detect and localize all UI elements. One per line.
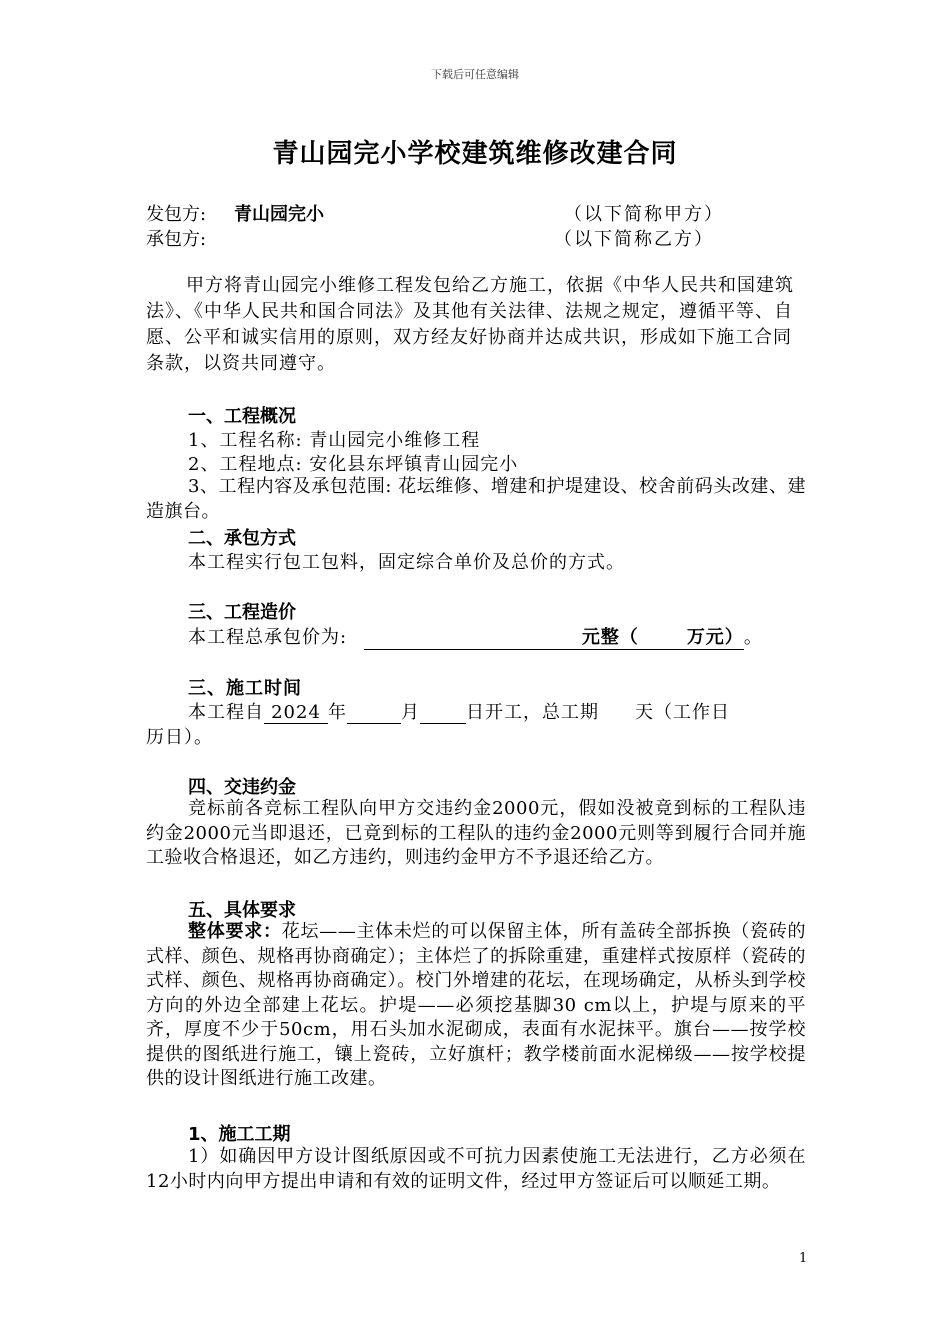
contract-price-line	[188, 623, 763, 650]
section-7-heading: 1、施工工期	[188, 1124, 291, 1145]
section-3-heading: 三、工程造价	[188, 602, 296, 623]
requirements-lead: 整体要求：	[188, 921, 282, 942]
price-end: 。	[743, 627, 763, 648]
schedule-suffix: 日开工，总工期	[466, 702, 599, 723]
section-2-heading: 二、承包方式	[188, 528, 296, 549]
intro-paragraph: 甲方将青山园完小维修工程发包给乙方施工，依据《中华人民共和国建筑法》、《中华人民共和国合同法》及其他有关法律、法规之规定，遵循平等、自愿、公平和诚实信用的原则，双方经友好协商并达成共识，形成如下施工合同条款，以资共同遵守。	[146, 275, 794, 374]
schedule-yue: 月	[401, 702, 420, 723]
schedule-tian: 天（工作日	[635, 702, 730, 723]
day-blank	[420, 702, 466, 724]
contract-title: 青山园完小学校建筑维修改建合同	[272, 139, 678, 169]
contract-method: 本工程实行包工包料，固定综合单价及总价的方式。	[188, 552, 625, 573]
requirements-paragraph	[146, 920, 806, 1092]
month-blank	[347, 702, 401, 724]
price-yuan: 元整（	[581, 627, 639, 648]
schedule-nian: 年	[328, 702, 347, 723]
contractor-note: （以下简称乙方）	[554, 229, 714, 250]
section-5-heading: 四、交违约金	[188, 777, 296, 798]
schedule-cont: 历日）。	[146, 727, 213, 748]
section-6-heading: 五、具体要求	[188, 900, 296, 921]
project-name: 1、工程名称: 青山园完小维修工程	[188, 430, 481, 451]
deposit-paragraph: 竞标前各竞标工程队向甲方交违约金2000元，假如没被竟到标的工程队违约金2000元当即退还，已竟到标的工程队的违约金2000元则等到履行合同并施工验收合格退还，如乙方违约，则违约金甲方不予退还给乙方。	[146, 798, 806, 868]
project-scope: 3、工程内容及承包范围: 花坛维修、增建和护堤建设、校舍前码头改建、建造旗台。	[146, 476, 806, 522]
employer-note: （以下简称甲方）	[564, 204, 724, 225]
schedule-line	[188, 698, 730, 724]
employer-value: 青山园完小	[234, 204, 324, 225]
page-number: 1	[799, 1251, 808, 1266]
section-4-heading	[188, 674, 302, 700]
contractor-row	[146, 225, 826, 251]
price-prefix: 本工程总承包价为:	[188, 627, 348, 648]
requirements-text: 花坛——主体未烂的可以保留主体，所有盖砖全部拆换（瓷砖的式样、颜色、规格再协商确定）；主体烂了的拆除重建，重建样式按原样（瓷砖的式样、颜色、规格再协商确定）。校门外增建的花坛，在现场确定，从桥头到学校方向的外边全部建上花坛。护堤——必须挖基脚30 cm以上，护堤与原来的平齐，厚度不少于50cm，用石头加水泥砌成，表面有水泥抹平。旗台——按学校提供的图纸进行施工，镶上瓷砖，立好旗杆；教学楼前面水泥梯级——按学校提供的设计图纸进行施工改建。	[146, 921, 807, 1089]
employer-row	[146, 200, 826, 226]
delay-paragraph: 1）如确因甲方设计图纸原因或不可抗力因素使施工无法进行，乙方必须在12小时内向甲方提出申请和有效的证明文件，经过甲方签证后可以顺延工期。	[146, 1146, 806, 1192]
project-location: 2、工程地点: 安化县东坪镇青山园完小	[188, 454, 519, 475]
schedule-year: 2024	[264, 702, 328, 724]
section-4-heading-text: 三、施工时间	[188, 678, 302, 699]
schedule-prefix: 本工程自	[188, 702, 264, 723]
price-wan: 万元）	[686, 627, 744, 648]
section-1-heading: 一、工程概况	[188, 406, 296, 427]
header-note: 下载后可任意编辑	[431, 68, 519, 81]
contractor-label: 承包方:	[146, 229, 207, 250]
employer-label: 发包方:	[146, 204, 207, 225]
price-blank	[364, 623, 744, 650]
